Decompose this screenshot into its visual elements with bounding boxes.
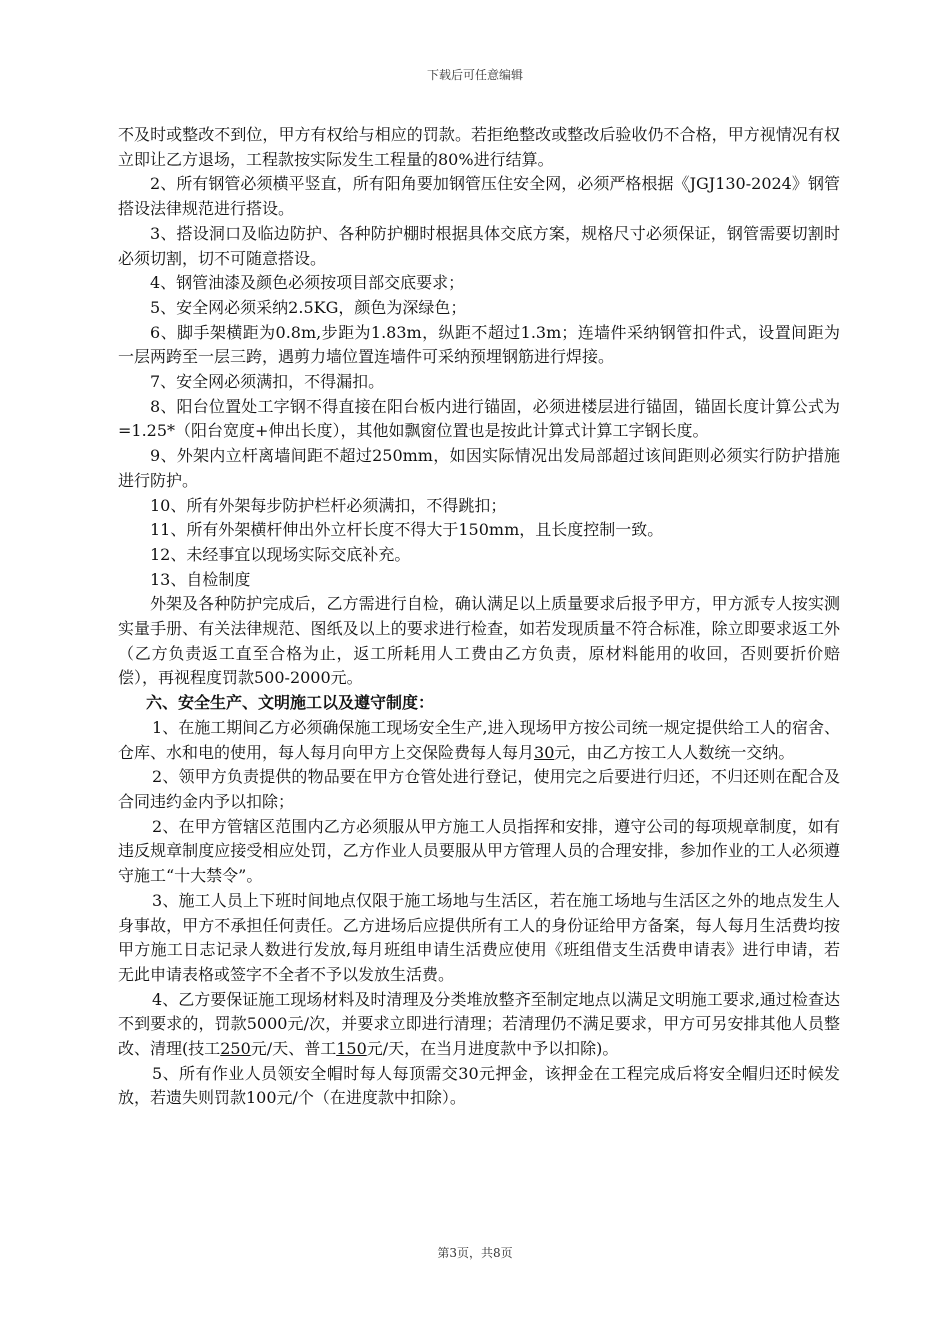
paragraph-item-6: 6、脚手架横距为0.8m,步距为1.83m，纵距不超过1.3m；连墙件采纳钢管扣件式，设置间距为一层两跨至一层三跨，遇剪力墙位置连墙件可采纳预埋钢筋进行焊接。	[118, 322, 840, 367]
paragraph-item-10: 10、所有外架每步防护栏杆必须满扣，不得跳扣；	[150, 495, 507, 515]
section-heading: 六、安全生产、文明施工以及遵守制度：	[146, 693, 435, 713]
page-header-note: 下载后可任意编辑	[426, 68, 523, 82]
paragraph-self-inspection: 外架及各种防护完成后，乙方需进行自检，确认满足以上质量要求后报予甲方，甲方派专人按实测实量手册、有关法律规范、图纸及以上的要求进行检查，如若发现质量不符合标准，除立即要求返工外（乙方负责返工直至合格为止，返工所耗用人工费由乙方负责，原材料能用的收回，否则要折价赔偿），再视程度罚款500-2000元。	[118, 594, 840, 688]
text-segment: 元/天，在当月进度款中予以扣除)。	[366, 1039, 619, 1059]
paragraph-safety-5	[118, 988, 840, 1062]
paragraph-item-8: 8、阳台位置处工字钢不得直接在阳台板内进行锚固，必须进楼层进行锚固，锚固长度计算公式为=1.25*（阳台宽度+伸出长度），其他如飘窗位置也是按此计算式计算工字钢长度。	[118, 396, 840, 441]
paragraph-safety-2: 2、领甲方负责提供的物品要在甲方仓管处进行登记，使用完之后要进行归还，不归还则在配合及合同违约金内予以扣除；	[118, 767, 840, 811]
paragraph-item-12: 12、未经事宜以现场实际交底补充。	[150, 544, 411, 564]
paragraph-item-5: 5、安全网必须采纳2.5KG，颜色为深绿色；	[150, 297, 467, 317]
paragraph-continuation: 不及时或整改不到位，甲方有权给与相应的罚款。若拒绝整改或整改后验收仍不合格，甲方视情况有权立即让乙方退场，工程款按实际发生工程量的80%进行结算。	[118, 125, 840, 169]
text-segment: 4、乙方要保证施工现场材料及时清理及分类堆放整齐至制定地点以满足文明施工要求,通过检查达不到要求的，罚款5000元/次，并要求立即进行清理；若清理仍不满足要求，甲方可另安排其他人员整改、清理(技工	[118, 989, 840, 1059]
paragraph-item-13: 13、自检制度	[150, 569, 251, 589]
paragraph-safety-4: 3、施工人员上下班时间地点仅限于施工场地与生活区，若在施工场地与生活区之外的地点发生人身事故，甲方不承担任何责任。乙方进场后应提供所有工人的身份证给甲方备案，每人每月生活费均按甲方施工日志记录人数进行发放,每月班组申请生活费应使用《班组借支生活费申请表》进行申请，若无此申请表格或签字不全者不予以发放生活费。	[118, 890, 840, 984]
insurance-amount: 30	[534, 742, 555, 762]
general-worker-rate: 150	[336, 1039, 367, 1059]
paragraph-item-3: 3、搭设洞口及临边防护、各种防护棚时根据具体交底方案，规格尺寸必须保证，钢管需要切割时必须切割，切不可随意搭设。	[118, 223, 840, 268]
paragraph-item-7: 7、安全网必须满扣，不得漏扣。	[150, 372, 385, 392]
paragraph-safety-6: 5、所有作业人员领安全帽时每人每顶需交30元押金，该押金在工程完成后将安全帽归还时候发放，若遗失则罚款100元/个（在进度款中扣除）。	[118, 1063, 840, 1108]
technician-rate: 250	[220, 1039, 251, 1059]
text-segment: 元/天、普工	[250, 1039, 337, 1059]
paragraph-safety-3: 2、在甲方管辖区范围内乙方必须服从甲方施工人员指挥和安排，遵守公司的每项规章制度，如有违反规章制度应接受相应处罚，乙方作业人员要服从甲方管理人员的合理安排，参加作业的工人必须遵守施工“十大禁令”。	[118, 816, 840, 886]
paragraph-item-2: 2、所有钢管必须横平竖直，所有阳角要加钢管压住安全网，必须严格根据《JGJ130-2024》钢管搭设法律规范进行搭设。	[118, 174, 840, 219]
paragraph-item-4: 4、钢管油漆及颜色必须按项目部交底要求；	[150, 273, 465, 293]
paragraph-safety-1	[118, 716, 840, 765]
document-body	[118, 123, 840, 1111]
paragraph-item-11: 11、所有外架横杆伸出外立杆长度不得大于150mm，且长度控制一致。	[150, 520, 664, 540]
page-footer-number: 第3页，共8页	[437, 1246, 513, 1260]
text-segment: 1、在施工期间乙方必须确保施工现场安全生产,进入现场甲方按公司统一规定提供给工人的宿舍、仓库、水和电的使用，每人每月向甲方上交保险费每人每月	[118, 717, 840, 762]
text-segment: 元，由乙方按工人人数统一交纳。	[554, 742, 795, 762]
paragraph-item-9: 9、外架内立杆离墙间距不超过250mm，如因实际情况出发局部超过该间距则必须实行防护措施进行防护。	[118, 446, 840, 490]
